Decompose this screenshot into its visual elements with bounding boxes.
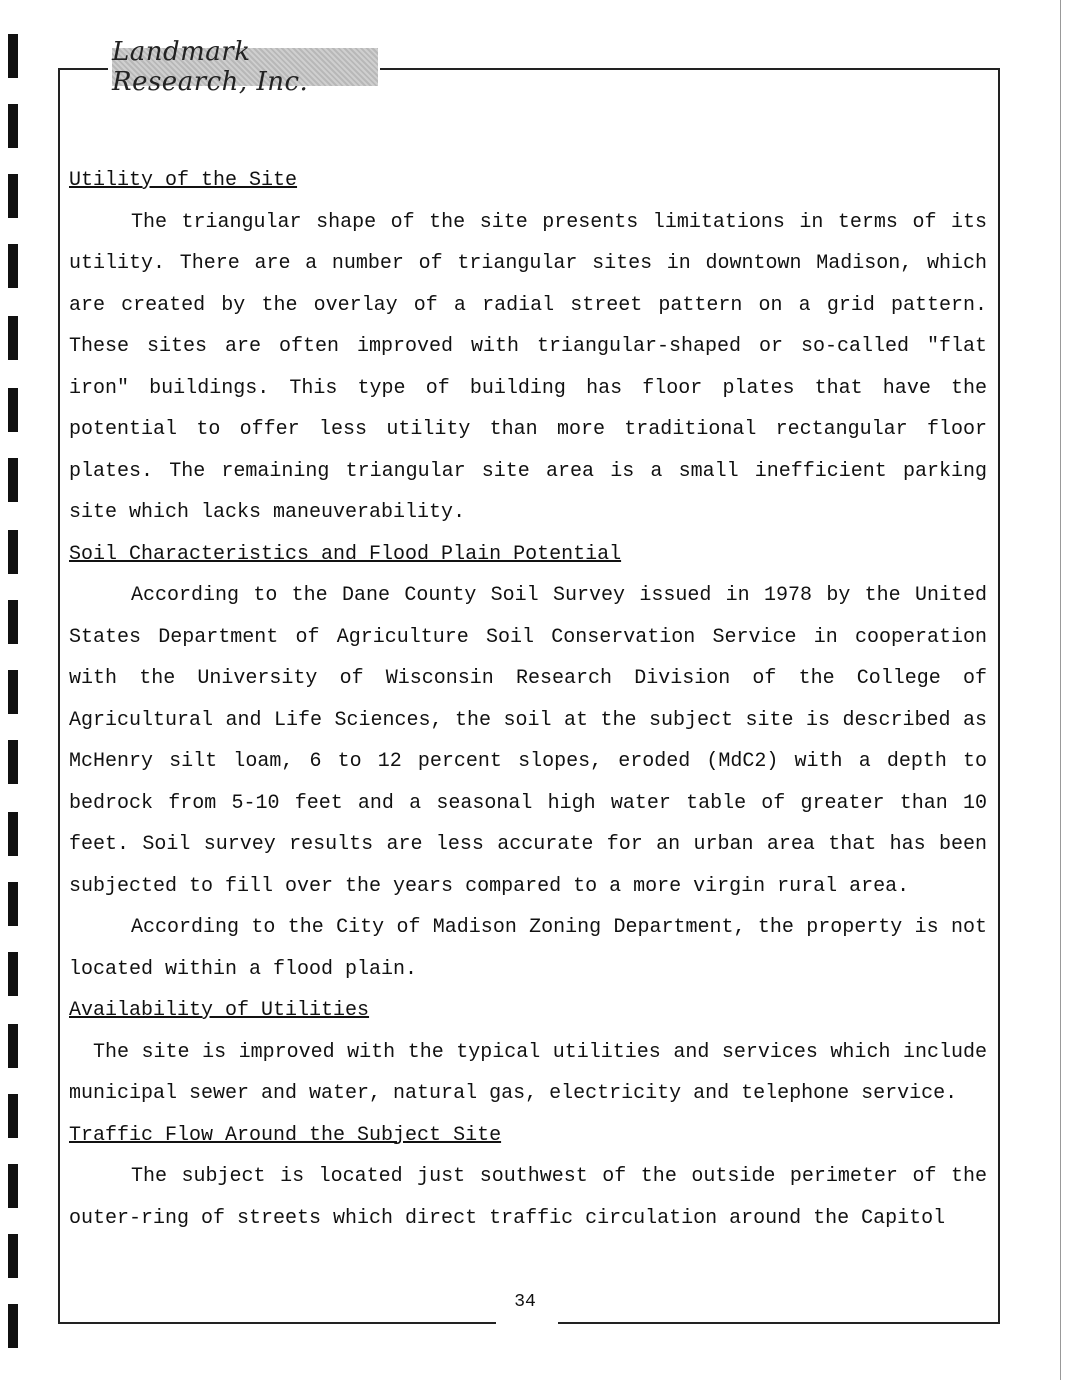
section-heading-traffic: Traffic Flow Around the Subject Site bbox=[69, 1123, 502, 1147]
binding-mark bbox=[8, 1304, 18, 1348]
frame-edge bbox=[998, 68, 1000, 1324]
binding-mark bbox=[8, 34, 18, 78]
frame-edge bbox=[58, 1322, 496, 1324]
frame-edge bbox=[58, 68, 108, 70]
frame-edge bbox=[558, 1322, 1000, 1324]
binding-mark bbox=[8, 174, 18, 218]
section-heading-utilities: Availability of Utilities bbox=[69, 999, 370, 1022]
binding-mark bbox=[8, 244, 18, 288]
binding-mark bbox=[8, 740, 18, 784]
paragraph-soil: According to the Dane County Soil Survey issued in 1978 by the United States Department of Agriculture Soil Conservation Service in cooperation with the University of Wisconsin Research Division of the College of Agricultural and Life Sciences, the soil at the subject site is described as McHenry silt loam, 6 to 12 percent slopes, eroded (MdC2) with a depth to bedrock from 5-10 feet and a seasonal high water table of greater than 10 feet. Soil survey results are less accurate for an urban area that has been subjected to fill over the years compared to a more virgin rural area. bbox=[69, 584, 987, 898]
binding-mark bbox=[8, 670, 18, 714]
frame-edge bbox=[58, 68, 60, 1324]
document-body bbox=[69, 160, 987, 1239]
paragraph-flood-plain: According to the City of Madison Zoning Department, the property is not located within a flood plain. bbox=[69, 916, 987, 981]
binding-mark bbox=[8, 882, 18, 926]
binding-mark bbox=[8, 388, 18, 432]
binding-mark bbox=[8, 316, 18, 360]
binding-mark bbox=[8, 1024, 18, 1068]
binding-mark bbox=[8, 1234, 18, 1278]
company-logo: Landmark Research, Inc. bbox=[112, 48, 378, 86]
binding-mark bbox=[8, 530, 18, 574]
binding-marks bbox=[0, 0, 30, 1380]
binding-mark bbox=[8, 952, 18, 996]
section-heading-utility: Utility of the Site bbox=[69, 169, 298, 192]
binding-mark bbox=[8, 1094, 18, 1138]
paragraph-traffic: The subject is located just southwest of the outside perimeter of the outer-ring of streets which direct traffic circulation around the Capitol bbox=[69, 1165, 987, 1230]
frame-edge bbox=[380, 68, 1000, 70]
binding-mark bbox=[8, 812, 18, 856]
binding-mark bbox=[8, 600, 18, 644]
page-number: 34 bbox=[514, 1292, 536, 1312]
paragraph-utilities: The site is improved with the typical utilities and services which include municipal sewer and water, natural gas, electricity and telephone service. bbox=[69, 1040, 987, 1105]
section-heading-soil: Soil Characteristics and Flood Plain Potential bbox=[69, 542, 622, 566]
binding-mark bbox=[8, 458, 18, 502]
binding-mark bbox=[8, 104, 18, 148]
scan-edge-line bbox=[1060, 0, 1061, 1380]
paragraph-utility: The triangular shape of the site presents limitations in terms of its utility. There are a number of triangular sites in downtown Madison, which are created by the overlay of a radial street pattern on a grid pattern. These sites are often improved with triangular-shaped or so-called "flat iron" buildings. This type of building has floor plates that have the potential to offer less utility than more traditional rectangular floor plates. The remaining triangular site area is a small inefficient parking site which lacks maneuverability. bbox=[69, 210, 987, 524]
binding-mark bbox=[8, 1164, 18, 1208]
